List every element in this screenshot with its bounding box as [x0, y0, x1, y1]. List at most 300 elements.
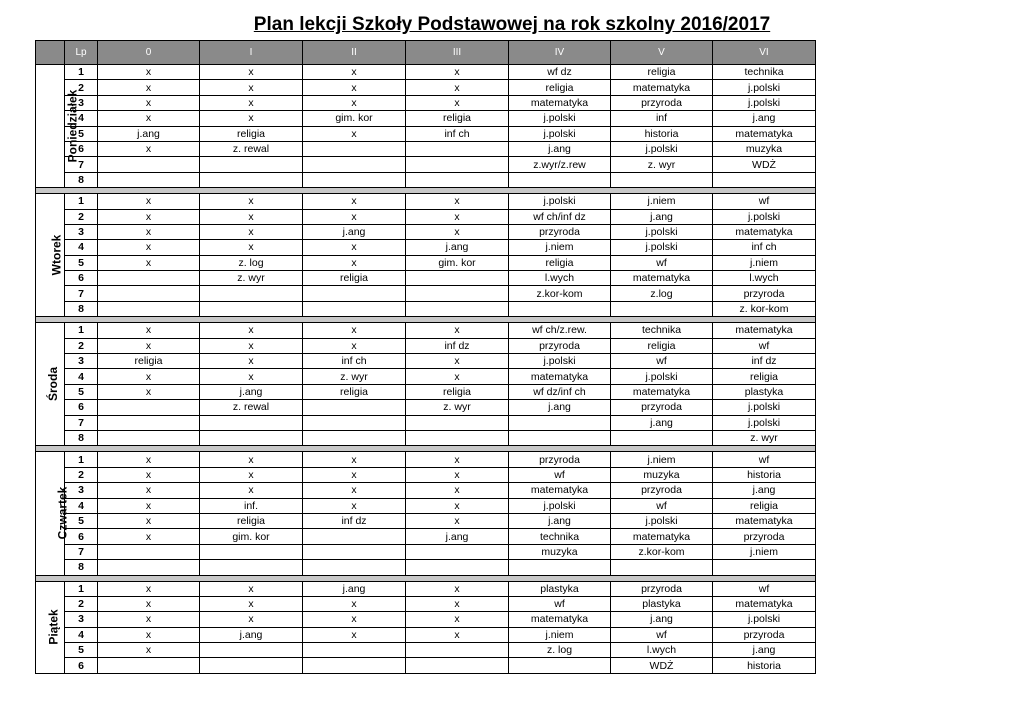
lesson-cell: x	[98, 643, 200, 658]
lesson-cell: x	[200, 369, 303, 384]
header-class-V: V	[611, 41, 713, 65]
lesson-cell: wf ch/inf dz	[509, 209, 611, 224]
lesson-cell: j.polski	[509, 498, 611, 513]
lesson-cell: x	[200, 95, 303, 110]
lesson-number: 6	[65, 658, 98, 673]
lesson-cell	[98, 560, 200, 575]
lesson-cell: x	[303, 209, 406, 224]
lesson-cell: z.log	[611, 286, 713, 301]
timetable-body	[36, 65, 816, 674]
lesson-cell: z. log	[200, 255, 303, 270]
lesson-cell: matematyka	[713, 596, 816, 611]
lesson-cell: j.ang	[200, 384, 303, 399]
lesson-cell: inf dz	[303, 513, 406, 528]
lesson-cell: inf ch	[303, 354, 406, 369]
lesson-cell: przyroda	[509, 452, 611, 467]
table-row	[36, 126, 816, 141]
lesson-cell: x	[98, 65, 200, 80]
table-row	[36, 369, 816, 384]
lesson-cell: przyroda	[713, 529, 816, 544]
lesson-cell: x	[98, 581, 200, 596]
lesson-number: 6	[65, 141, 98, 156]
lesson-cell	[303, 430, 406, 445]
lesson-cell: historia	[611, 126, 713, 141]
table-row	[36, 141, 816, 156]
lesson-cell: x	[98, 209, 200, 224]
lesson-cell: x	[406, 194, 509, 209]
lesson-cell: j.ang	[98, 126, 200, 141]
lesson-number: 5	[65, 255, 98, 270]
lesson-cell: x	[303, 323, 406, 338]
lesson-cell: j.ang	[303, 581, 406, 596]
lesson-cell: x	[200, 224, 303, 239]
lesson-number: 3	[65, 224, 98, 239]
table-row	[36, 529, 816, 544]
lesson-cell: j.polski	[713, 415, 816, 430]
lesson-cell: wf	[509, 596, 611, 611]
lesson-cell: gim. kor	[406, 255, 509, 270]
lesson-number: 4	[65, 498, 98, 513]
lesson-cell	[200, 301, 303, 316]
lesson-cell	[98, 301, 200, 316]
lesson-cell: religia	[509, 255, 611, 270]
lesson-number: 1	[65, 65, 98, 80]
lesson-cell: x	[98, 323, 200, 338]
table-row	[36, 111, 816, 126]
lesson-cell: j.ang	[509, 141, 611, 156]
lesson-cell: x	[406, 354, 509, 369]
lesson-number: 8	[65, 301, 98, 316]
lesson-cell: z. log	[509, 643, 611, 658]
timetable	[35, 40, 816, 674]
lesson-cell: j.polski	[611, 513, 713, 528]
table-row	[36, 415, 816, 430]
lesson-cell	[200, 286, 303, 301]
lesson-cell: matematyka	[611, 529, 713, 544]
lesson-cell	[303, 172, 406, 187]
lesson-number: 7	[65, 415, 98, 430]
lesson-cell: religia	[611, 65, 713, 80]
lesson-cell: x	[406, 369, 509, 384]
lesson-cell	[406, 141, 509, 156]
lesson-cell: gim. kor	[200, 529, 303, 544]
lesson-cell: j.polski	[713, 209, 816, 224]
header-class-IV: IV	[509, 41, 611, 65]
lesson-cell: x	[98, 141, 200, 156]
header-row	[36, 41, 816, 65]
lesson-cell: technika	[713, 65, 816, 80]
lesson-number: 5	[65, 384, 98, 399]
lesson-cell: przyroda	[713, 627, 816, 642]
lesson-cell	[98, 286, 200, 301]
lesson-cell	[200, 643, 303, 658]
lesson-cell: j.niem	[611, 194, 713, 209]
lesson-number: 3	[65, 612, 98, 627]
lesson-cell: x	[303, 627, 406, 642]
lesson-cell: j.ang	[611, 209, 713, 224]
lesson-cell: inf ch	[713, 240, 816, 255]
lesson-cell	[98, 430, 200, 445]
lesson-cell: x	[200, 596, 303, 611]
lesson-number: 8	[65, 172, 98, 187]
table-row	[36, 271, 816, 286]
lesson-cell	[406, 643, 509, 658]
lesson-cell: x	[200, 240, 303, 255]
table-row	[36, 612, 816, 627]
lesson-cell: muzyka	[509, 544, 611, 559]
lesson-cell	[200, 544, 303, 559]
day-label-cell	[36, 323, 65, 446]
lesson-cell: j.ang	[509, 400, 611, 415]
lesson-cell: j.polski	[713, 95, 816, 110]
lesson-cell: matematyka	[509, 483, 611, 498]
table-row	[36, 581, 816, 596]
lesson-cell: z. wyr	[303, 369, 406, 384]
lesson-cell	[303, 157, 406, 172]
lesson-cell: inf.	[200, 498, 303, 513]
lesson-cell: religia	[303, 271, 406, 286]
lesson-number: 5	[65, 513, 98, 528]
lesson-cell: x	[303, 255, 406, 270]
lesson-cell: x	[98, 369, 200, 384]
lesson-cell: matematyka	[713, 513, 816, 528]
lesson-cell: x	[406, 224, 509, 239]
lesson-cell: wf	[611, 498, 713, 513]
lesson-cell: religia	[713, 498, 816, 513]
lesson-cell: historia	[713, 467, 816, 482]
lesson-cell: x	[200, 111, 303, 126]
day-name: Poniedziałek	[65, 89, 80, 162]
lesson-cell: przyroda	[611, 95, 713, 110]
lesson-cell: gim. kor	[303, 111, 406, 126]
lesson-cell: przyroda	[713, 286, 816, 301]
lesson-cell	[98, 658, 200, 673]
lesson-number: 2	[65, 467, 98, 482]
lesson-cell	[406, 301, 509, 316]
lesson-number: 7	[65, 157, 98, 172]
lesson-number: 1	[65, 194, 98, 209]
lesson-cell: matematyka	[611, 80, 713, 95]
lesson-cell: x	[303, 240, 406, 255]
day-name: Czwartek	[55, 486, 70, 540]
lesson-cell: j.niem	[509, 240, 611, 255]
lesson-cell: j.polski	[611, 240, 713, 255]
lesson-cell	[200, 430, 303, 445]
lesson-cell: matematyka	[713, 224, 816, 239]
table-row	[36, 483, 816, 498]
lesson-cell: x	[200, 483, 303, 498]
lesson-cell: x	[303, 80, 406, 95]
table-row	[36, 240, 816, 255]
lesson-number: 1	[65, 452, 98, 467]
lesson-cell: religia	[406, 384, 509, 399]
lesson-cell: x	[200, 323, 303, 338]
lesson-cell: x	[406, 612, 509, 627]
lesson-number: 5	[65, 126, 98, 141]
lesson-cell: z.kor-kom	[611, 544, 713, 559]
lesson-cell: przyroda	[611, 400, 713, 415]
lesson-cell	[303, 141, 406, 156]
lesson-cell: z. wyr	[200, 271, 303, 286]
lesson-cell: x	[406, 467, 509, 482]
lesson-cell	[406, 415, 509, 430]
page-title: Plan lekcji Szkoły Podstawowej na rok szkolny 2016/2017	[253, 14, 771, 35]
lesson-cell: x	[406, 513, 509, 528]
lesson-cell: x	[98, 513, 200, 528]
table-row	[36, 544, 816, 559]
lesson-cell	[509, 658, 611, 673]
lesson-cell: religia	[200, 126, 303, 141]
lesson-cell: wf	[713, 194, 816, 209]
lesson-cell: x	[98, 384, 200, 399]
lesson-cell: plastyka	[611, 596, 713, 611]
table-row	[36, 323, 816, 338]
lesson-cell: x	[200, 354, 303, 369]
lesson-cell: matematyka	[713, 323, 816, 338]
day-label-cell	[36, 65, 80, 188]
lesson-cell	[303, 658, 406, 673]
table-row	[36, 95, 816, 110]
header-class-III: III	[406, 41, 509, 65]
lesson-cell: wf	[611, 627, 713, 642]
lesson-cell: z.kor-kom	[509, 286, 611, 301]
lesson-cell: j.niem	[509, 627, 611, 642]
lesson-cell: x	[303, 467, 406, 482]
lesson-cell	[200, 157, 303, 172]
lesson-number: 1	[65, 581, 98, 596]
lesson-cell	[303, 286, 406, 301]
lesson-cell: przyroda	[509, 224, 611, 239]
lesson-cell: x	[98, 240, 200, 255]
lesson-cell: x	[98, 338, 200, 353]
lesson-cell	[406, 430, 509, 445]
lesson-cell: matematyka	[611, 384, 713, 399]
lesson-cell: x	[98, 612, 200, 627]
lesson-cell: z. wyr	[713, 430, 816, 445]
lesson-cell	[303, 544, 406, 559]
table-row	[36, 627, 816, 642]
table-row	[36, 338, 816, 353]
lesson-number: 6	[65, 529, 98, 544]
lesson-cell: x	[98, 111, 200, 126]
lesson-cell: x	[406, 498, 509, 513]
lesson-cell	[200, 172, 303, 187]
lesson-cell	[303, 301, 406, 316]
lesson-cell: z. kor-kom	[713, 301, 816, 316]
day-label-cell	[36, 194, 65, 317]
lesson-cell	[509, 430, 611, 445]
lesson-cell: religia	[611, 338, 713, 353]
table-row	[36, 400, 816, 415]
lesson-cell: x	[406, 80, 509, 95]
header-class-II: II	[303, 41, 406, 65]
header-class-VI: VI	[713, 41, 816, 65]
lesson-cell: x	[303, 126, 406, 141]
lesson-cell: przyroda	[611, 581, 713, 596]
lesson-cell: j.polski	[713, 80, 816, 95]
table-row	[36, 301, 816, 316]
lesson-cell: j.ang	[611, 612, 713, 627]
header-corner	[36, 41, 65, 65]
lesson-cell: j.niem	[611, 452, 713, 467]
lesson-cell: matematyka	[713, 126, 816, 141]
lesson-cell	[509, 415, 611, 430]
table-row	[36, 467, 816, 482]
lesson-cell: wf	[713, 338, 816, 353]
lesson-cell	[98, 271, 200, 286]
lesson-cell: j.ang	[406, 240, 509, 255]
lesson-cell	[611, 430, 713, 445]
table-row	[36, 172, 816, 187]
lesson-cell	[303, 529, 406, 544]
table-row	[36, 384, 816, 399]
lesson-cell	[303, 643, 406, 658]
table-row	[36, 65, 816, 80]
lesson-cell	[98, 157, 200, 172]
table-row	[36, 255, 816, 270]
lesson-cell: j.polski	[611, 141, 713, 156]
lesson-cell: z.wyr/z.rew	[509, 157, 611, 172]
lesson-cell: religia	[509, 80, 611, 95]
lesson-cell: j.ang	[713, 111, 816, 126]
lesson-cell: x	[98, 467, 200, 482]
lesson-cell: x	[98, 529, 200, 544]
lesson-cell: x	[98, 498, 200, 513]
lesson-cell: x	[200, 65, 303, 80]
lesson-cell: l.wych	[611, 643, 713, 658]
lesson-cell: x	[98, 194, 200, 209]
lesson-cell: inf dz	[713, 354, 816, 369]
lesson-cell: l.wych	[509, 271, 611, 286]
lesson-cell: z. wyr	[611, 157, 713, 172]
table-row	[36, 658, 816, 673]
lesson-cell: j.polski	[509, 194, 611, 209]
day-name: Wtorek	[49, 234, 64, 276]
table-row	[36, 209, 816, 224]
day-label-cell	[36, 581, 65, 673]
lesson-cell	[406, 658, 509, 673]
lesson-cell: x	[200, 338, 303, 353]
lesson-cell: x	[200, 612, 303, 627]
lesson-cell: x	[303, 498, 406, 513]
lesson-cell: j.polski	[713, 400, 816, 415]
lesson-cell: j.niem	[713, 255, 816, 270]
lesson-number: 4	[65, 111, 98, 126]
lesson-cell: wf dz/inf ch	[509, 384, 611, 399]
lesson-cell	[611, 560, 713, 575]
lesson-cell: wf	[509, 467, 611, 482]
lesson-cell: religia	[406, 111, 509, 126]
lesson-cell: x	[303, 612, 406, 627]
header-lp: Lp	[65, 41, 98, 65]
lesson-cell	[200, 658, 303, 673]
lesson-number: 4	[65, 369, 98, 384]
lesson-cell	[611, 172, 713, 187]
lesson-cell: x	[200, 452, 303, 467]
lesson-number: 4	[65, 627, 98, 642]
lesson-number: 2	[65, 80, 98, 95]
lesson-number: 6	[65, 271, 98, 286]
table-row	[36, 157, 816, 172]
lesson-cell: x	[98, 483, 200, 498]
lesson-cell: inf dz	[406, 338, 509, 353]
lesson-cell: z. wyr	[406, 400, 509, 415]
lesson-number: 5	[65, 643, 98, 658]
lesson-cell: j.polski	[713, 612, 816, 627]
lesson-cell: j.polski	[509, 354, 611, 369]
lesson-cell	[200, 415, 303, 430]
lesson-cell: muzyka	[611, 467, 713, 482]
lesson-cell: j.polski	[611, 369, 713, 384]
table-row	[36, 643, 816, 658]
lesson-cell: religia	[98, 354, 200, 369]
table-row	[36, 286, 816, 301]
table-row	[36, 560, 816, 575]
header-class-I: I	[200, 41, 303, 65]
lesson-cell: religia	[200, 513, 303, 528]
lesson-number: 6	[65, 400, 98, 415]
lesson-cell: x	[303, 194, 406, 209]
lesson-cell: x	[303, 65, 406, 80]
lesson-cell: wf ch/z.rew.	[509, 323, 611, 338]
table-row	[36, 498, 816, 513]
lesson-cell	[713, 172, 816, 187]
lesson-cell: inf ch	[406, 126, 509, 141]
lesson-cell: matematyka	[509, 612, 611, 627]
lesson-cell: przyroda	[611, 483, 713, 498]
lesson-cell: x	[98, 80, 200, 95]
table-row	[36, 354, 816, 369]
lesson-cell: l.wych	[713, 271, 816, 286]
lesson-cell	[406, 271, 509, 286]
lesson-cell: matematyka	[509, 95, 611, 110]
lesson-cell: wf	[713, 581, 816, 596]
lesson-cell: x	[200, 467, 303, 482]
lesson-cell	[303, 560, 406, 575]
lesson-cell: x	[303, 483, 406, 498]
lesson-number: 3	[65, 95, 98, 110]
lesson-cell: j.polski	[509, 111, 611, 126]
day-name: Piątek	[46, 608, 61, 645]
lesson-cell	[406, 544, 509, 559]
lesson-cell: x	[406, 452, 509, 467]
lesson-cell	[611, 301, 713, 316]
lesson-cell: j.ang	[509, 513, 611, 528]
lesson-cell: technika	[611, 323, 713, 338]
lesson-cell: x	[200, 194, 303, 209]
lesson-cell: x	[98, 627, 200, 642]
lesson-number: 2	[65, 338, 98, 353]
lesson-cell: religia	[713, 369, 816, 384]
lesson-cell: j.niem	[713, 544, 816, 559]
lesson-number: 8	[65, 430, 98, 445]
lesson-cell: historia	[713, 658, 816, 673]
lesson-cell: x	[303, 596, 406, 611]
lesson-cell: WDŻ	[611, 658, 713, 673]
lesson-cell: x	[406, 581, 509, 596]
lesson-cell	[713, 560, 816, 575]
lesson-cell: z. rewal	[200, 141, 303, 156]
lesson-number: 1	[65, 323, 98, 338]
lesson-cell: technika	[509, 529, 611, 544]
lesson-cell	[406, 286, 509, 301]
lesson-number: 7	[65, 544, 98, 559]
table-row	[36, 452, 816, 467]
lesson-cell	[406, 560, 509, 575]
lesson-number: 2	[65, 596, 98, 611]
lesson-cell: religia	[303, 384, 406, 399]
lesson-cell	[303, 415, 406, 430]
